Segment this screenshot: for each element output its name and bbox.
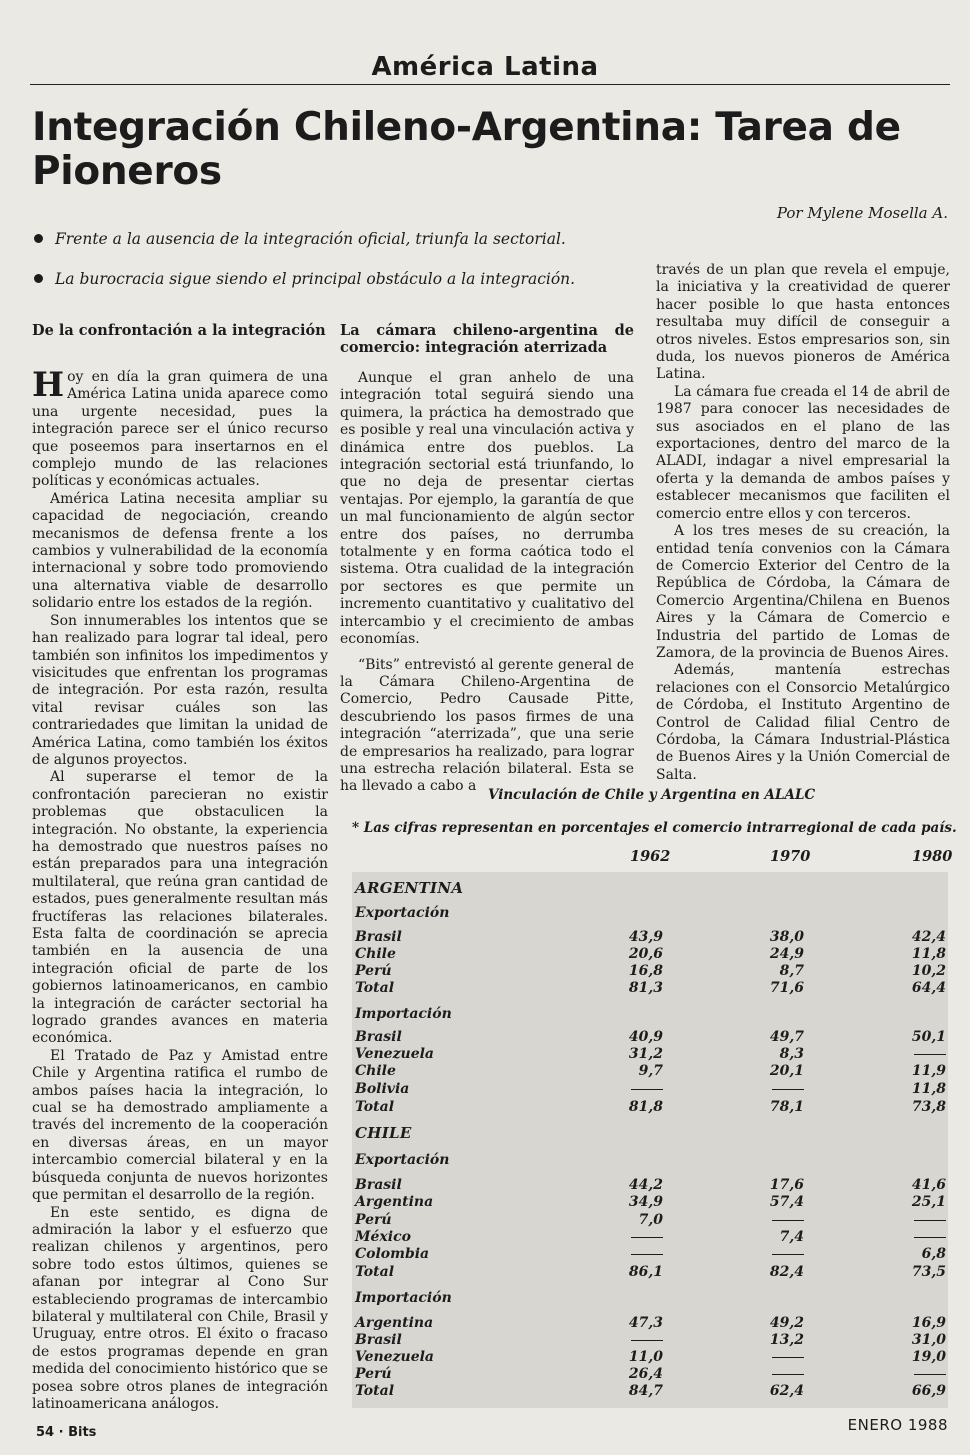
table-row [352,1332,948,1349]
table-row [352,946,948,963]
bullet-1 [34,230,566,248]
table-row [352,1349,948,1366]
value-cell: 38,0 [769,929,804,945]
row-label: Exportación [355,905,450,921]
table-section-heading [352,1290,948,1307]
table-row [352,980,948,997]
row-label: Exportación [355,1152,450,1168]
bullet-dot-icon [34,274,43,283]
value-cell: 11,8 [911,946,946,962]
value-cell: 62,4 [769,1383,804,1399]
table-row [352,1177,948,1194]
value-cell: 42,4 [911,929,946,945]
value-cell: 73,5 [911,1264,946,1280]
year-header: 1962 [630,848,671,865]
row-label: Colombia [355,1246,430,1262]
value-cell: 7,4 [779,1229,804,1245]
table-row [352,1315,948,1332]
value-cell: 10,2 [911,963,946,979]
row-label: México [355,1229,411,1245]
table-row [352,1046,948,1063]
col1-paragraph: En este sentido, es digna de admiración la labor y el esfuerzo que realizan chilenos y argentinos, pero sobre todo estos últimos, quienes se afanan por integrar al Cono Sur estableciendo programas de intercambio bilateral y multilateral con Chile, Brasil y Uruguay, entre otros. El éxito o fracaso de estos programas depende en gran medida del conocimiento histórico que se posea sobre otros planes de integración latinoamericana análogos. [32,1204,328,1412]
empty-cell-dash [744,1081,804,1098]
article-title: Integración Chileno-Argentina: Tarea de Pioneros [32,105,901,194]
col1-paragraph: Hoy en día la gran quimera de una América Latina unida aparece como una urgente necesidad, pues la integración parece ser el único recurso que poseemos para insertarnos en el complejo mundo de las relaciones políticas y económicas actuales. [32,365,328,490]
empty-cell-dash [603,1081,663,1098]
column-3 [656,262,950,784]
value-cell: 20,6 [628,946,663,962]
section-header: América Latina [371,52,599,82]
table-country-heading [352,1125,948,1142]
row-label: Brasil [355,1029,402,1045]
row-label: Bolivia [355,1081,410,1097]
issue-date: ENERO 1988 [847,1416,948,1434]
value-cell: 13,2 [769,1332,804,1348]
trade-table [352,872,948,1408]
value-cell: 8,7 [779,963,804,979]
value-cell: 17,6 [769,1177,804,1193]
row-label: Importación [355,1290,452,1306]
col1-paragraph: Al superarse el temor de la confrontación parecieran no existir problemas que obstaculicen la integración. No obstante, la experiencia ha demostrado que nuestros países no están preparados para una integración multilateral, que reúna gran cantidad de estados, pues generalmente resultan más fructíferas las relaciones bilaterales. Esta falta de coordinación se aprecia también en la ausencia de una integración oficial de parte de los gobiernos latinoamericanos, en cambio la integración de carácter sectorial ha logrado grandes avances en materia económica. [32,769,328,1047]
col1-heading: De la confrontación a la integración [32,322,326,339]
value-cell: 57,4 [769,1194,804,1210]
table-section-heading [352,905,948,922]
row-label: Perú [355,1366,392,1382]
table-row [352,1063,948,1080]
row-label: Total [355,1099,395,1115]
table-note: * Las cifras representan en porcentajes el comercio intrarregional de cada país. [352,820,957,836]
empty-cell-dash [886,1366,946,1383]
empty-cell-dash [886,1046,946,1063]
table-row [352,963,948,980]
table-row [352,1212,948,1229]
table-row [352,1383,948,1400]
value-cell: 49,7 [769,1029,804,1045]
value-cell: 41,6 [911,1177,946,1193]
value-cell: 26,4 [628,1366,663,1382]
row-label: Venezuela [355,1046,434,1062]
row-label: Chile [355,1063,396,1079]
value-cell: 34,9 [628,1194,663,1210]
table-row [352,1246,948,1263]
table-title: Vinculación de Chile y Argentina en ALALC [488,787,816,803]
empty-cell-dash [603,1229,663,1246]
value-cell: 43,9 [628,929,663,945]
value-cell: 6,8 [921,1246,946,1262]
empty-cell-dash [744,1212,804,1229]
table-row [352,1229,948,1246]
col3-paragraph: Además, mantenía estrechas relaciones con el Consorcio Metalúrgico de Córdoba, el Instituto Argentino de Control de Calidad filial Centro de Córdoba, la Cámara Industrial-Plástica de Buenos Aires y la Unión Comercial de Salta. [656,662,950,783]
table-section-heading [352,1152,948,1169]
bullet-text: Frente a la ausencia de la integración oficial, triunfa la sectorial. [55,230,566,248]
value-cell: 31,0 [911,1332,946,1348]
row-label: Chile [355,946,396,962]
row-label: Argentina [355,1194,434,1210]
row-label: Importación [355,1006,452,1022]
value-cell: 81,8 [628,1099,663,1115]
empty-cell-dash [603,1332,663,1349]
empty-cell-dash [744,1246,804,1263]
row-label: Total [355,1264,395,1280]
bullet-2 [34,270,575,288]
row-label: Brasil [355,1177,402,1193]
value-cell: 7,0 [638,1212,663,1228]
table-row [352,1029,948,1046]
value-cell: 24,9 [769,946,804,962]
col3-paragraph: A los tres meses de su creación, la entidad tenía convenios con la Cámara de Comercio Exterior del Centro de la República de Córdoba, la Cámara de Comercio Argentina/Chilena en Buenos Aires y la Cámara de Comercio e Industria del partido de Lomas de Zamora, de la provincia de Buenos Aires. [656,523,950,661]
col2-paragraph: Aunque el gran anhelo de una integración total seguirá siendo una quimera, la práctica ha demostrado que es posible y real una vinculación activa y dinámica entre dos pueblos. La integración sectorial está triunfando, lo que no deja de presentar ciertas ventajas. Por ejemplo, la garantía de que un mal funcionamiento de algún sector entre dos países, no derrumba totalmente y en forma caótica todo el sistema. Otra cualidad de la integración por sectores es que permite un incremento cuantitativo y cualitativo del intercambio y el crecimiento de ambas economías. [340,370,634,648]
table-row [352,1366,948,1383]
row-label: Perú [355,1212,392,1228]
empty-cell-dash [744,1349,804,1366]
value-cell: 64,4 [911,980,946,996]
value-cell: 78,1 [769,1099,804,1115]
value-cell: 9,7 [638,1063,663,1079]
col2-paragraph: “Bits” entrevistó al gerente general de la Cámara Chileno-Argentina de Comercio, Pedro Causade Pitte, descubriendo los pasos firmes de una integración “aterrizada”, que una serie de empresarios ha realizado, para lograr una estrecha relación bilateral. Esta se ha llevado a cabo a [340,656,634,795]
column-2 [340,322,634,796]
value-cell: 40,9 [628,1029,663,1045]
year-header: 1970 [770,848,811,865]
byline: Por Mylene Mosella A. [776,204,948,222]
bullet-dot-icon [34,234,43,243]
value-cell: 73,8 [911,1099,946,1115]
table-row [352,929,948,946]
col2-heading: La cámara chileno-argentina de comercio: integración aterrizada [340,322,634,356]
value-cell: 82,4 [769,1264,804,1280]
col1-paragraph: El Tratado de Paz y Amistad entre Chile y Argentina ratifica el rumbo de ambos países hacia la integración, lo cual se ha demostrado ampliamente a través del incremento de la cooperación en diversas áreas, en un mayor intercambio comercial bilateral y en la búsqueda conjunta de nuevos horizontes que permitan el desarrollo de la región. [32,1047,328,1204]
value-cell: 16,8 [628,963,663,979]
row-label: ARGENTINA [355,879,464,897]
row-label: Brasil [355,929,402,945]
drop-cap: H [32,365,65,405]
row-label: Total [355,980,395,996]
col1-paragraph: América Latina necesita ampliar su capacidad de negociación, creando mecanismos de defensa frente a los cambios y vulnerabilidad de la economía internacional y sobre todo promoviendo una alternativa viable de desarrollo solidario entre los estados de la región. [32,490,328,612]
value-cell: 86,1 [628,1264,663,1280]
bullet-text: La burocracia sigue siendo el principal obstáculo a la integración. [55,270,576,288]
row-label: Perú [355,963,392,979]
column-1 [32,322,328,1413]
empty-cell-dash [744,1366,804,1383]
page-number: 54 · Bits [36,1425,97,1440]
col1-paragraph: Son innumerables los intentos que se han realizado para lograr tal ideal, pero también son infinitos los impedimentos y visicitudes que enfrentan los programas de integración. Por esta razón, resulta vital revisar cuáles son las contrariedades que limitan la unidad de América Latina, como también los éxitos de algunos proyectos. [32,612,328,768]
value-cell: 25,1 [911,1194,946,1210]
row-label: CHILE [355,1124,412,1142]
row-label: Total [355,1383,395,1399]
table-row [352,1081,948,1098]
col3-paragraph: través de un plan que revela el empuje, la iniciativa y la creatividad de querer hacer posible lo que hasta entonces resultaba muy difícil de conseguir a otros niveles. Estos empresarios son, sin duda, los nuevos pioneros de América Latina. [656,262,950,383]
value-cell: 50,1 [911,1029,946,1045]
row-label: Argentina [355,1315,434,1331]
value-cell: 16,9 [911,1315,946,1331]
value-cell: 11,8 [911,1081,946,1097]
col3-paragraph: La cámara fue creada el 14 de abril de 1987 para conocer las necesidades de sus asociados en el plano de las exportaciones, dentro del marco de la ALADI, indagar a nivel empresarial la oferta y la demanda de ambos países y establecer mecanismos que faciliten el comercio entre ellos y con terceros. [656,383,950,522]
value-cell: 81,3 [628,980,663,996]
value-cell: 11,0 [628,1349,663,1365]
value-cell: 31,2 [628,1046,663,1062]
table-country-heading [352,880,948,897]
empty-cell-dash [886,1212,946,1229]
table-row [352,1264,948,1281]
row-label: Venezuela [355,1349,434,1365]
empty-cell-dash [603,1246,663,1263]
empty-cell-dash [886,1229,946,1246]
value-cell: 20,1 [769,1063,804,1079]
table-row [352,1194,948,1211]
row-label: Brasil [355,1332,402,1348]
value-cell: 44,2 [628,1177,663,1193]
value-cell: 47,3 [628,1315,663,1331]
value-cell: 11,9 [911,1063,946,1079]
value-cell: 49,2 [769,1315,804,1331]
table-row [352,1099,948,1116]
value-cell: 19,0 [911,1349,946,1365]
value-cell: 84,7 [628,1383,663,1399]
value-cell: 71,6 [769,980,804,996]
year-header: 1980 [912,848,953,865]
value-cell: 66,9 [911,1383,946,1399]
header-rule [30,84,950,85]
value-cell: 8,3 [779,1046,804,1062]
table-section-heading [352,1006,948,1023]
